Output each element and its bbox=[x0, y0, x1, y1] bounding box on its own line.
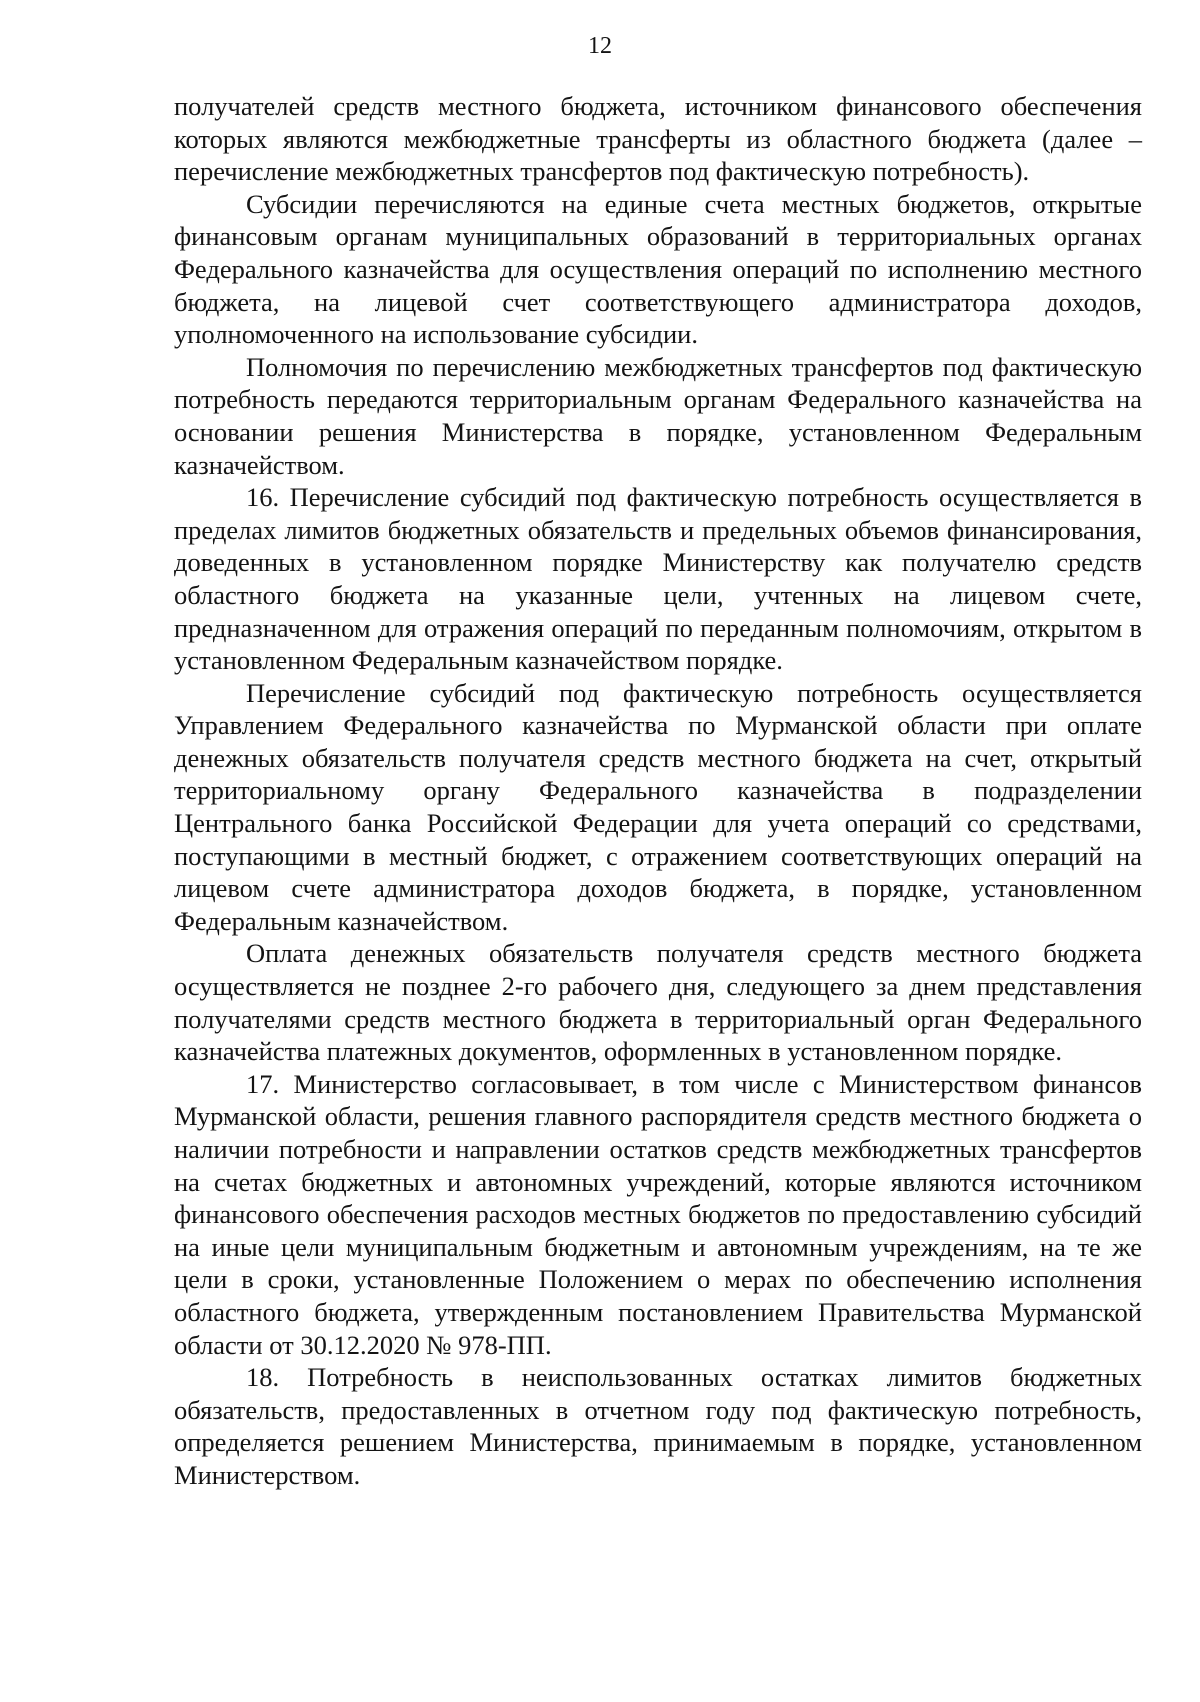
paragraph-payment-deadline: Оплата денежных обязательств получателя средств местного бюджета осуществляется не позднее 2-го рабочего дня, следующего за днем представления получателями средств местного бюджета в территориальный орган Федерального казначейства платежных документов, оформленных в установленном порядке. bbox=[174, 938, 1142, 1067]
paragraph-continuation: получателей средств местного бюджета, источником финансового обеспечения которых являются межбюджетные трансферты из областного бюджета (далее – перечисление межбюджетных трансфертов под фактическую потребность). bbox=[174, 91, 1142, 187]
paragraph-item-18: 18. Потребность в неиспользованных остатках лимитов бюджетных обязательств, предоставленных в отчетном году под фактическую потребность, определяется решением Министерства, принимаемым в порядке, установленном Министерством. bbox=[174, 1362, 1142, 1490]
paragraph-item-16: 16. Перечисление субсидий под фактическую потребность осуществляется в пределах лимитов бюджетных обязательств и предельных объемов финансирования, доведенных в установленном порядке Министерству как получателю средств областного бюджета на указанные цели, учтенных на лицевом счете, предназначенном для отражения операций по переданным полномочиям, открытом в установленном Федеральным казначейством порядке. bbox=[174, 482, 1142, 676]
paragraph-transfer-procedure: Перечисление субсидий под фактическую потребность осуществляется Управлением Федерального казначейства по Мурманской области при оплате денежных обязательств получателя средств местного бюджета на счет, открытый территориальному органу Федерального казначейства в подразделении Центрального банка Российской Федерации для учета операций со средствами, поступающими в местный бюджет, с отражением соответствующих операций на лицевом счете администратора доходов бюджета, в порядке, установленном Федеральным казначейством. bbox=[174, 677, 1142, 936]
paragraph-subsidies-accounts: Субсидии перечисляются на единые счета местных бюджетов, открытые финансовым органам муниципальных образований в территориальных органах Федерального казначейства для осуществления операций по исполнению местного бюджета, на лицевой счет соответствующего администратора доходов, уполномоченного на использование субсидии. bbox=[174, 188, 1142, 350]
page-number: 12 bbox=[588, 33, 612, 59]
paragraph-powers-transfer: Полномочия по перечислению межбюджетных трансфертов под фактическую потребность передаются территориальным органам Федерального казначейства на основании решения Министерства в порядке, установленном Федеральным казначейством. bbox=[174, 351, 1142, 480]
document-body bbox=[174, 90, 1142, 1492]
paragraph-item-17: 17. Министерство согласовывает, в том числе с Министерством финансов Мурманской области, решения главного распорядителя средств местного бюджета о наличии потребности и направлении остатков средств межбюджетных трансфертов на счетах бюджетных и автономных учреждений, которые являются источником финансового обеспечения расходов местных бюджетов по предоставлению субсидий на иные цели муниципальным бюджетным и автономным учреждениям, на те же цели в сроки, установленные Положением о мерах по обеспечению исполнения областного бюджета, утвержденным постановлением Правительства Мурманской области от 30.12.2020 № 978-ПП. bbox=[174, 1068, 1142, 1360]
